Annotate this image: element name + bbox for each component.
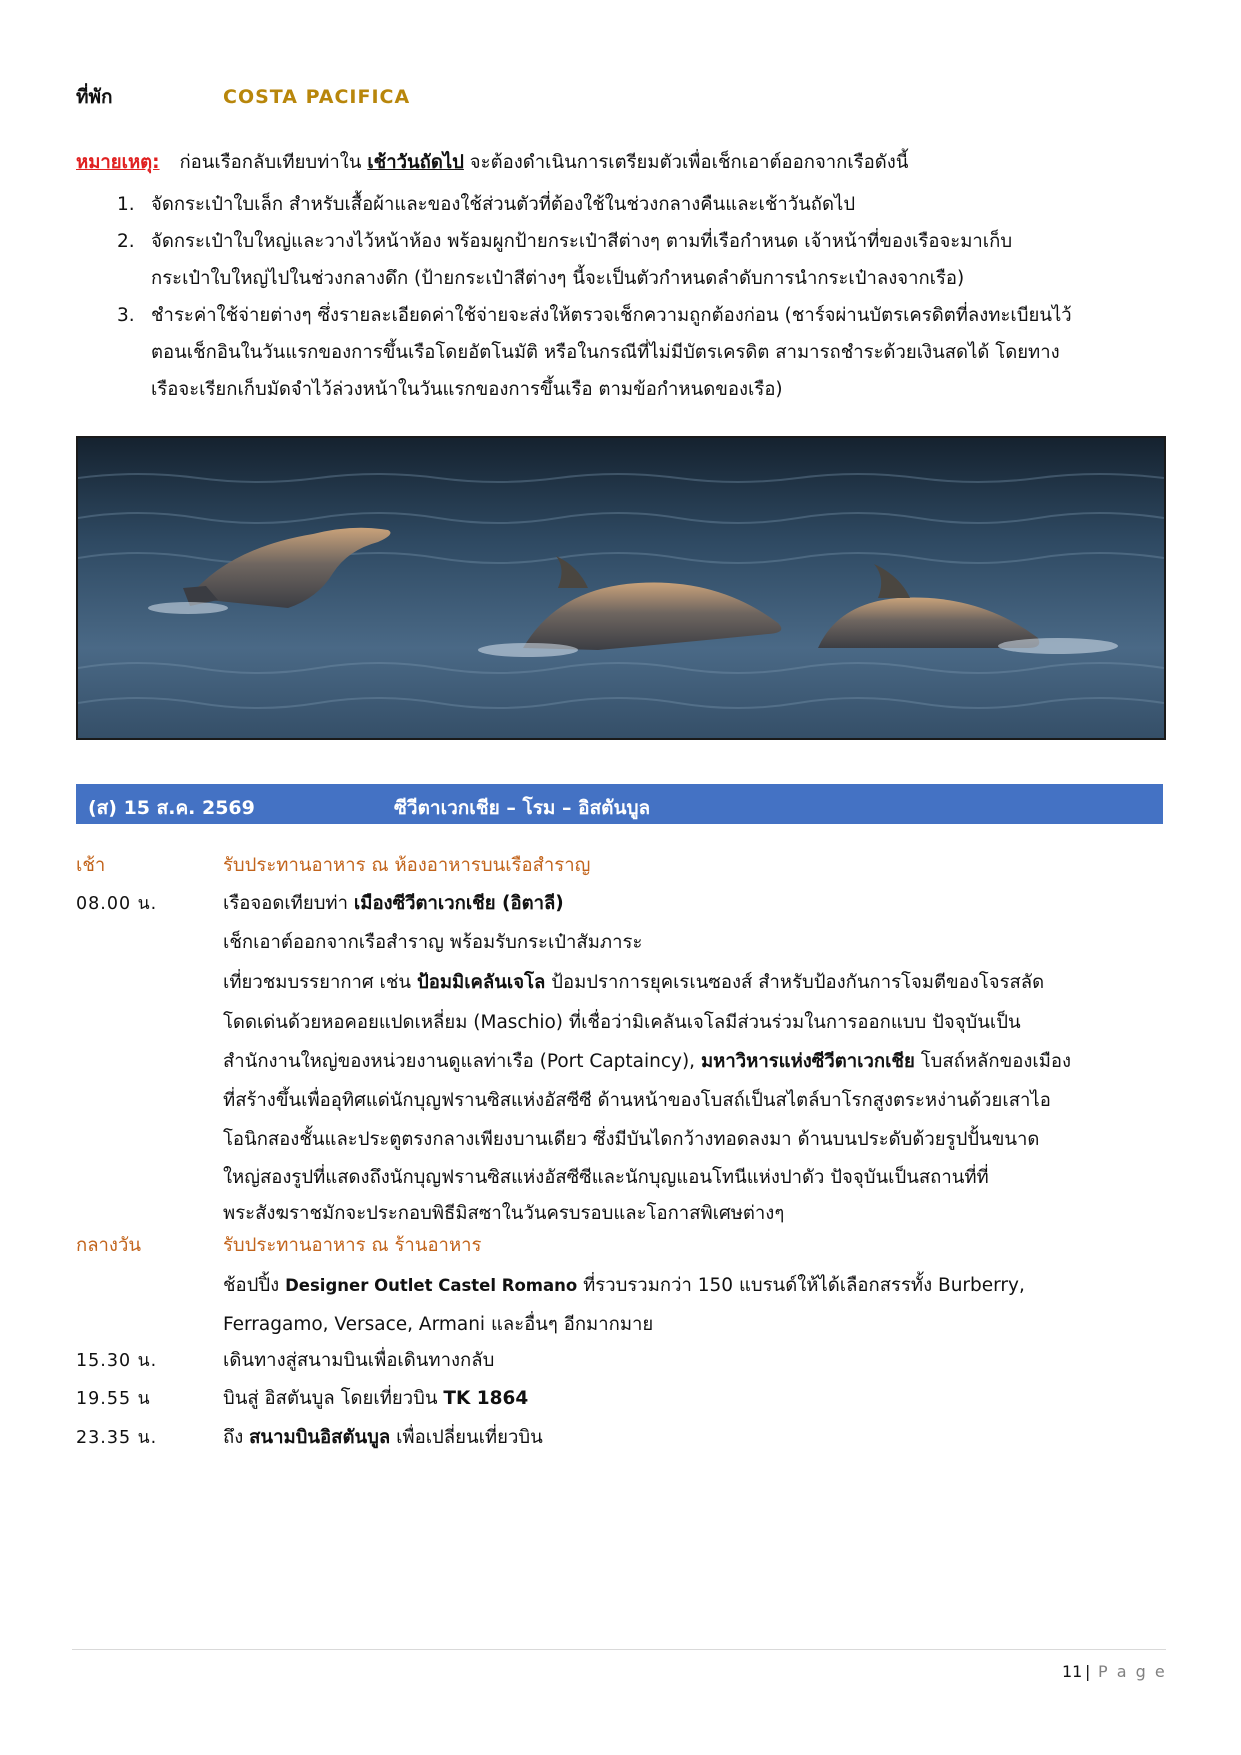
- tour-line-1-before: เที่ยวชมบรรยากาศ เช่น: [223, 972, 412, 993]
- tour-line-6: ใหญ่สองรูปที่แสดงถึงนักบุญฟรานซิสแห่งอัสซีซีและนักบุญแอนโทนีแห่งปาดัว ปัจจุบันเป็นสถานที่ที่: [223, 1167, 989, 1188]
- arrival-line: [223, 893, 564, 915]
- flight-before: บินสู่ อิสตันบูล โดยเที่ยวบิน: [223, 1388, 438, 1409]
- page-number: 11: [1062, 1662, 1083, 1681]
- arrive-airport-line: [223, 1427, 543, 1449]
- time-1530: 15.30 น.: [76, 1351, 158, 1371]
- time-1955: 19.55 น: [76, 1389, 151, 1409]
- footer-divider: [72, 1649, 1166, 1650]
- page-word: P a g e: [1098, 1662, 1167, 1681]
- depart-line: เดินทางสู่สนามบินเพื่อเดินทางกลับ: [223, 1350, 495, 1371]
- arrive-before: ถึง: [223, 1427, 244, 1448]
- checkout-line: เช็กเอาต์ออกจากเรือสำราญ พร้อมรับกระเป๋าสัมภาระ: [223, 932, 643, 953]
- page-separator: |: [1085, 1662, 1091, 1681]
- lunch-text: รับประทานอาหาร ณ ร้านอาหาร: [223, 1235, 482, 1256]
- note-item-2-line-1: จัดกระเป๋าใบใหญ่และวางไว้หน้าห้อง พร้อมผูกป้ายกระเป๋าสีต่างๆ ตามที่เรือกำหนด เจ้าหน้าที่ของเรือจะมาเก็บ: [151, 231, 1013, 252]
- tour-fort-name: ป้อมมิเคลันเจโล: [416, 972, 546, 993]
- tour-line-2: โดดเด่นด้วยหอคอยแปดเหลี่ยม (Maschio) ที่เชื่อว่ามิเคลันเจโลมีส่วนร่วมในการออกแบบ ปัจจุบันเป็น: [223, 1012, 1021, 1033]
- arrive-after: เพื่อเปลี่ยนเที่ยวบิน: [396, 1427, 543, 1448]
- tour-line-7: พระสังฆราชมักจะประกอบพิธีมิสซาในวันครบรอบและโอกาสพิเศษต่างๆ: [223, 1203, 785, 1224]
- breakfast-text: รับประทานอาหาร ณ ห้องอาหารบนเรือสำราญ: [223, 855, 591, 876]
- day-date: (ส) 15 ส.ค. 2569: [88, 797, 255, 819]
- arrival-city: เมืองซีวีตาเวกเชีย (อิตาลี): [353, 893, 564, 914]
- airport-name: สนามบินอิสตันบูล: [249, 1427, 391, 1448]
- outlet-name: Designer Outlet Castel Romano: [285, 1276, 578, 1295]
- note-item-3-num: 3.: [117, 305, 135, 326]
- flight-number: TK 1864: [443, 1388, 529, 1409]
- tour-line-4: ที่สร้างขึ้นเพื่ออุทิศแด่นักบุญฟรานซิสแห่งอัสซีซี ด้านหน้าของโบสถ์เป็นสไตล์บาโรกสูงตระหง่านด้วยเสาไอ: [223, 1090, 1051, 1111]
- tour-cathedral-name: มหาวิหารแห่งซีวีตาเวกเชีย: [700, 1051, 915, 1072]
- note-item-1-num: 1.: [117, 194, 135, 215]
- dolphin-photo: [76, 436, 1166, 740]
- arrival-before: เรือจอดเทียบท่า: [223, 893, 349, 914]
- tour-line-1: [223, 972, 1044, 994]
- hotel-name: COSTA PACIFICA: [223, 86, 411, 108]
- shopping-line-1: [223, 1275, 1025, 1297]
- note-item-2-num: 2.: [117, 231, 135, 252]
- accommodation-label: ที่พัก: [76, 86, 113, 108]
- dolphin-photo-drawing: [78, 438, 1164, 738]
- shopping-before: ช้อปปิ้ง: [223, 1275, 280, 1296]
- note-item-3-line-3: เรือจะเรียกเก็บมัดจำไว้ล่วงหน้าในวันแรกของการขึ้นเรือ ตามข้อกำหนดของเรือ): [151, 379, 783, 400]
- tour-line-3: [223, 1051, 1071, 1073]
- tour-line-3-after: โบสถ์หลักของเมือง: [920, 1051, 1072, 1072]
- note-intro: [76, 152, 908, 174]
- day-header-band: [76, 784, 1163, 824]
- time-2335: 23.35 น.: [76, 1428, 158, 1448]
- note-item-3-line-1: ชำระค่าใช้จ่ายต่างๆ ซึ่งรายละเอียดค่าใช้จ่ายจะส่งให้ตรวจเช็กความถูกต้องก่อน (ชาร์จผ่านบัตรเครดิตที่ลงทะเบียนไว้: [151, 305, 1072, 326]
- shopping-line-2: Ferragamo, Versace, Armani และอื่นๆ อีกมากมาย: [223, 1314, 654, 1335]
- tour-line-5: โอนิกสองชั้นและประตูตรงกลางเพียงบานเดียว ซึ่งมีบันไดกว้างทอดลงมา ด้านบนประดับด้วยรูปปั้นขนาด: [223, 1129, 1040, 1150]
- note-intro-before: ก่อนเรือกลับเทียบท่าใน: [179, 152, 362, 173]
- note-label: หมายเหตุ:: [76, 152, 160, 173]
- time-0800: 08.00 น.: [76, 894, 158, 914]
- breakfast-time: เช้า: [76, 855, 106, 876]
- note-intro-highlight: เช้าวันถัดไป: [367, 152, 464, 173]
- flight-line: [223, 1388, 528, 1410]
- note-intro-after: จะต้องดำเนินการเตรียมตัวเพื่อเช็กเอาต์ออกจากเรือดังนี้: [469, 152, 909, 173]
- note-item-1-line-1: จัดกระเป๋าใบเล็ก สำหรับเสื้อผ้าและของใช้ส่วนตัวที่ต้องใช้ในช่วงกลางคืนและเช้าวันถัดไป: [151, 194, 856, 215]
- note-item-3-line-2: ตอนเช็กอินในวันแรกของการขึ้นเรือโดยอัตโนมัติ หรือในกรณีที่ไม่มีบัตรเครดิต สามารถชำระด้วยเงินสดได้ โดยทาง: [151, 342, 1060, 363]
- tour-line-3-before: สำนักงานใหญ่ของหน่วยงานดูแลท่าเรือ (Port Captaincy),: [223, 1051, 696, 1072]
- lunch-time: กลางวัน: [76, 1235, 141, 1256]
- day-route: ซีวีตาเวกเชีย – โรม – อิสตันบูล: [394, 797, 651, 819]
- tour-line-1-after: ป้อมปราการยุคเรเนซองส์ สำหรับป้องกันการโจมตีของโจรสลัด: [551, 972, 1045, 993]
- shopping-after: ที่รวบรวมกว่า 150 แบรนด์ให้ได้เลือกสรรทั้ง Burberry,: [583, 1275, 1025, 1296]
- note-item-2-line-2: กระเป๋าใบใหญ่ไปในช่วงกลางดึก (ป้ายกระเป๋าสีต่างๆ นี้จะเป็นตัวกำหนดลำดับการนำกระเป๋าลงจากเรือ): [151, 268, 965, 289]
